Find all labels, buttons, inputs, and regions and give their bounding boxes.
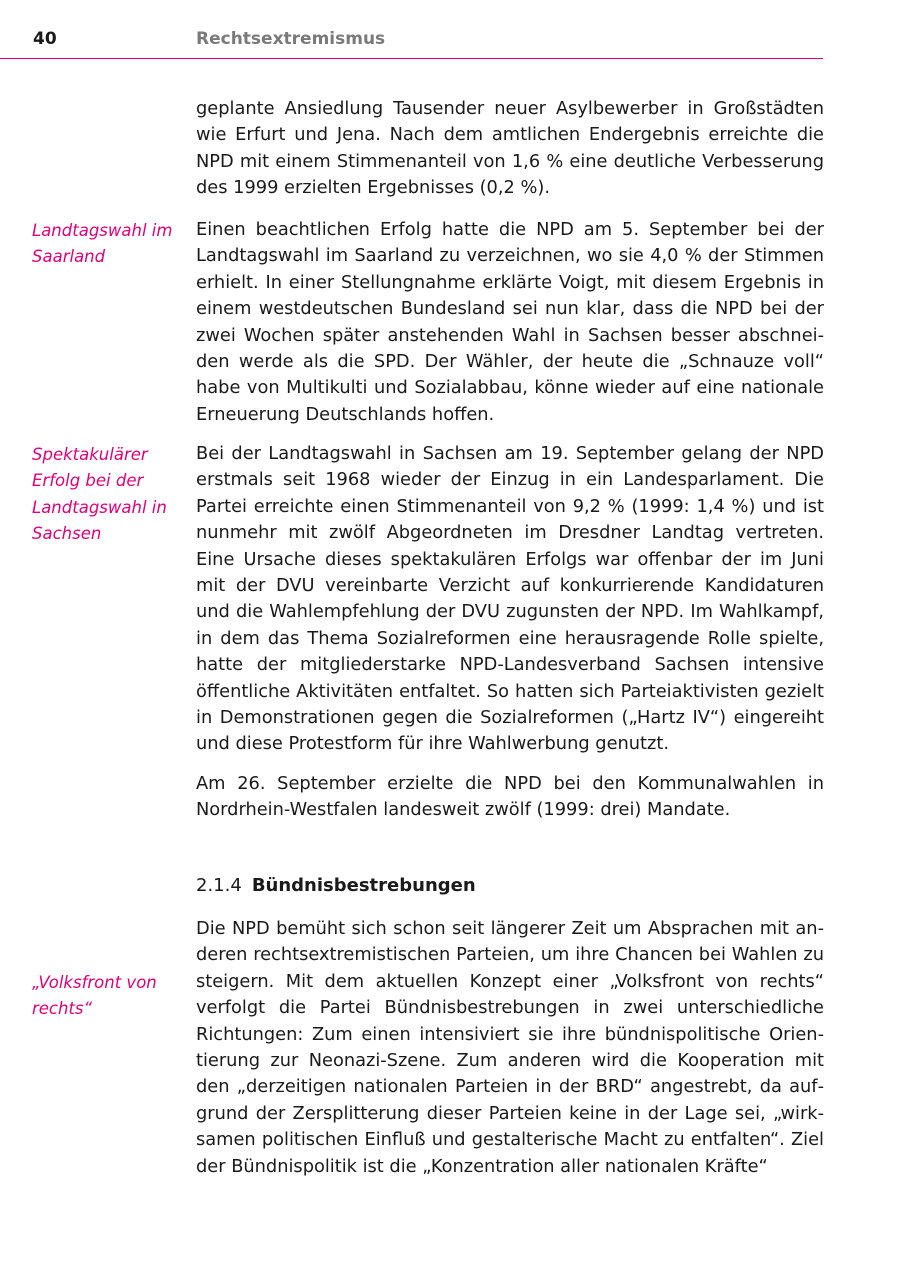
paragraph: geplante Ansiedlung Tausender neuer Asylbewerber in Großstädten wie Erfurt und Jena. Nach dem amtlichen Endergebnis erreichte die NPD mit einem Stimmenanteil von 1,6 % eine deutliche Verbesserung des 1999 erzielten Ergebnisses (0,2 %). xyxy=(196,98,824,199)
paragraph: Am 26. September erzielte die NPD bei den Kommunalwahlen in Nordrhein-Westfalen landesweit zwölf (1999: drei) Mandate. xyxy=(196,773,824,821)
paragraph: Bei der Landtagswahl in Sachsen am 19. September gelang der NPD erstmals seit 1968 wieder der Einzug in ein Landesparlament. Die Partei erreichte einen Stimmenanteil von 9,2 % (1999: 1,4 %) und ist nunmehr mit zwölf Abgeordneten im Dresdner Landtag vertreten. Eine Ursache dieses spektakulären Erfolgs war offenbar der im Juni mit der DVU vereinbarte Verzicht auf konkurrierende Kandidaturen und die Wahlempfehlung der DVU zugunsten der NPD. Im Wahlkampf, in dem das Thema Sozialreformen eine herausragende Rolle spielte, hatte der mitgliederstarke NPD-Landesverband Sachsen intensive öffentliche Aktivitäten entfaltet. So hatten sich Parteiaktivisten gezielt in Demonstrationen gegen die Sozialreformen („Hartz IV“) eingereiht und diese Protestform für ihre Wahlwerbung genutzt. xyxy=(196,443,824,755)
margin-note-saarland: Landtagswahl im Saarland xyxy=(32,221,173,267)
page-header xyxy=(0,0,823,59)
section-heading xyxy=(196,875,476,896)
margin-note-sachsen: Spektakulärer Erfolg bei der Landtagswahl in Sachsen xyxy=(32,445,167,544)
section-number: 2.1.4 xyxy=(196,875,242,896)
margin-note-volksfront: „Volksfront von rechts“ xyxy=(32,973,157,1019)
section-title: Bündnisbestrebungen xyxy=(251,875,476,896)
paragraph: Die NPD bemüht sich schon seit längerer Zeit um Absprachen mit anderen rechtsextremistischen Parteien, um ihre Chancen bei Wahlen zu steigern. Mit dem aktuellen Konzept einer „Volksfront von rechts“ verfolgt die Partei Bündnisbestrebungen in zwei unterschiedliche Richtungen: Zum einen intensiviert sie ihre bündnispolitische Orientierung zur Neonazi-Szene. Zum anderen wird die Kooperation mit den „derzeitigen nationalen Parteien in der BRD“ angestrebt, da aufgrund der Zersplitterung dieser Parteien keine in der Lage sei, „wirksamen politischen Einfluß und gestalterische Macht zu entfalten“. Ziel der Bündnispolitik ist die „Konzentration aller nationalen Kräfte“ xyxy=(196,918,824,1177)
paragraph: Einen beachtlichen Erfolg hatte die NPD am 5. September bei der Landtagswahl im Saarland zu verzeichnen, wo sie 4,0 % der Stimmen erhielt. In einer Stellungnahme erklärte Voigt, mit diesem Ergebnis in einem westdeutschen Bundesland sei nun klar, dass die NPD bei der zwei Wochen später anstehenden Wahl in Sachsen besser abschneiden werde als die SPD. Der Wähler, der heute die „Schnauze voll“ habe von Multikulti und Sozialabbau, könne wieder auf eine nationale Erneuerung Deutschlands hoffen. xyxy=(196,219,824,425)
running-title: Rechtsextremismus xyxy=(196,29,386,49)
page-number: 40 xyxy=(33,29,57,49)
